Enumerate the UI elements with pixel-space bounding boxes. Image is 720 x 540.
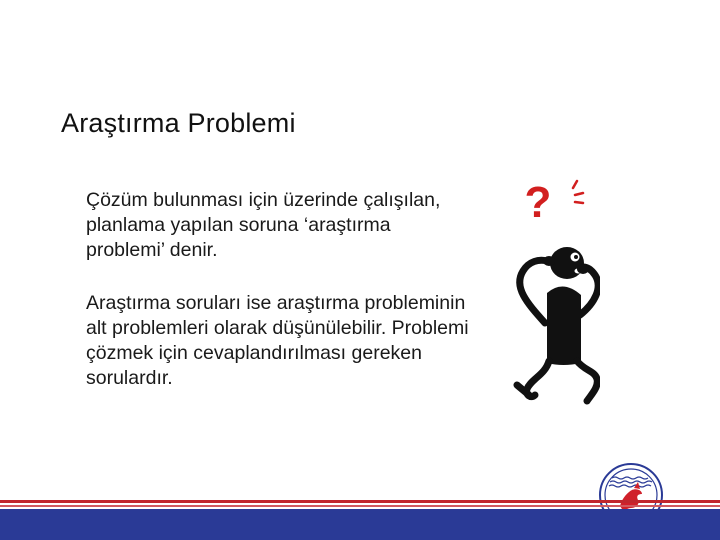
confused-stick-figure-icon — [505, 175, 600, 410]
question-mark-icon: ? — [524, 178, 552, 227]
bullet-text: Çözüm bulunması için üzerinde çalışılan, planlama yapılan soruna ‘araştırma problemi’ denir. — [86, 189, 441, 261]
footer-band — [0, 509, 720, 540]
bullet-list — [70, 188, 470, 419]
bullet-item — [70, 291, 470, 391]
bullet-item — [70, 188, 470, 263]
bullet-text: Araştırma soruları ise araştırma probleminin alt problemleri olarak düşünülebilir. Problemi çözmek için cevaplandırılması gereken sorulardır. — [86, 292, 469, 389]
slide-title: Araştırma Problemi — [61, 108, 296, 138]
footer-accent-line — [0, 500, 720, 503]
footer-accent-line-secondary — [0, 505, 720, 507]
